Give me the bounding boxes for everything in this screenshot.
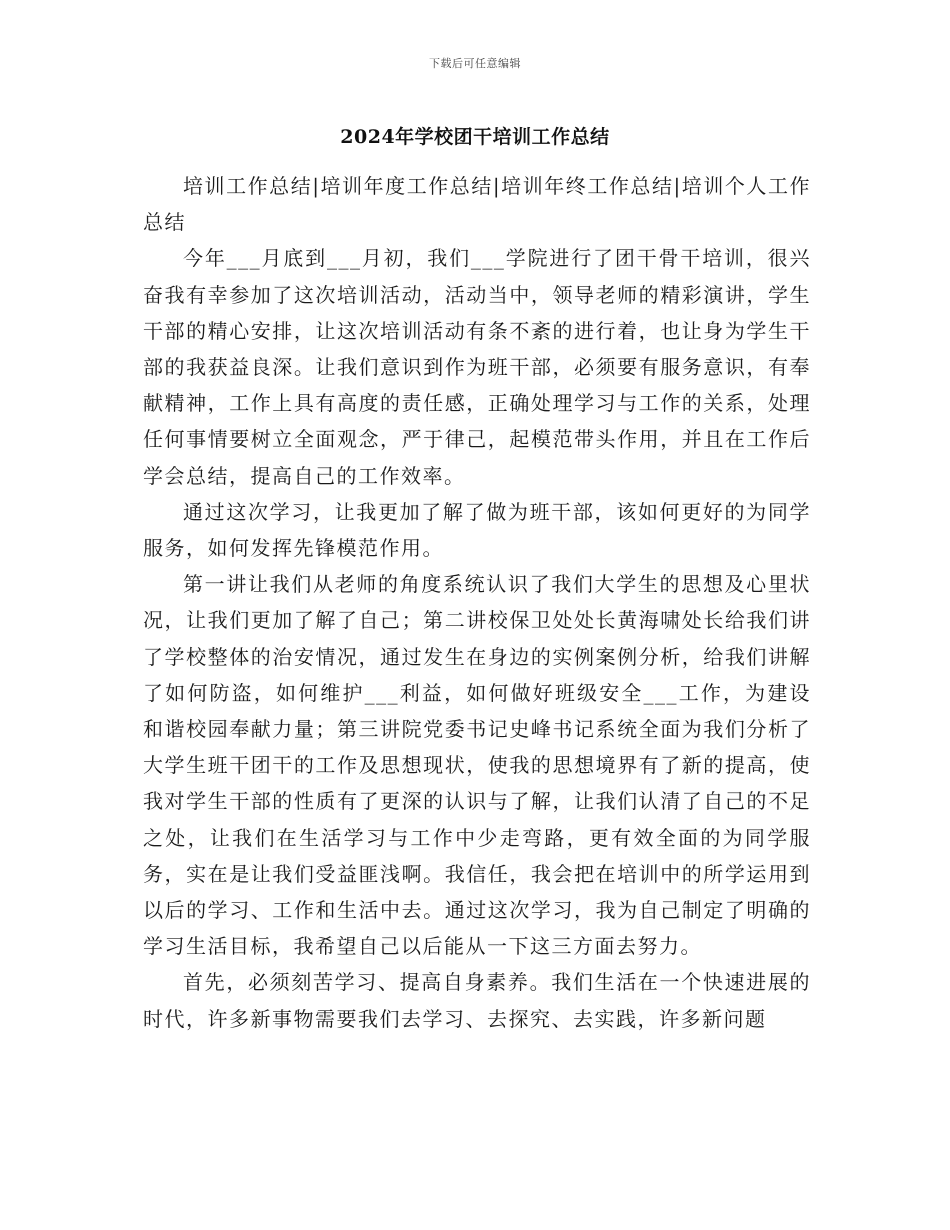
header-note: 下载后可任意编辑 [429, 57, 521, 70]
body-paragraph: 首先，必须刻苦学习、提高自身素养。我们生活在一个快速进展的时代，许多新事物需要我们去学习、去探究、去实践，许多新问题 [143, 970, 811, 1031]
body-paragraph: 通过这次学习，让我更加了解了做为班干部，该如何更好的为同学服务，如何发挥先锋模范作用。 [143, 499, 811, 561]
document-title: 2024年学校团干培训工作总结 [340, 126, 610, 148]
document-body [143, 168, 811, 1037]
body-paragraph: 今年___月底到___月初，我们___学院进行了团干骨干培训，很兴奋我有幸参加了这次培训活动，活动当中，领导老师的精彩演讲，学生干部的精心安排，让这次培训活动有条不紊的进行着，也让身为学生干部的我获益良深。让我们意识到作为班干部，必须要有服务意识，有奉献精神，工作上具有高度的责任感，正确处理学习与工作的关系，处理任何事情要树立全面观念，严于律己，起模范带头作用，并且在工作后学会总结，提高自己的工作效率。 [143, 246, 811, 488]
body-paragraph: 第一讲让我们从老师的角度系统认识了我们大学生的思想及心里状况，让我们更加了解了自己；第二讲校保卫处处长黄海啸处长给我们讲了学校整体的治安情况，通过发生在身边的实例案例分析，给我们讲解了如何防盗，如何维护___利益，如何做好班级安全___工作，为建设和谐校园奉献力量；第三讲院党委书记史峰书记系统全面为我们分析了大学生班干团干的工作及思想现状，使我的思想境界有了新的提高，使我对学生干部的性质有了更深的认识与了解，让我们认清了自己的不足之处，让我们在生活学习与工作中少走弯路，更有效全面的为同学服务，实在是让我们受益匪浅啊。我信任，我会把在培训中的所学运用到以后的学习、工作和生活中去。通过这次学习，我为自己制定了明确的学习生活目标，我希望自己以后能从一下这三方面去努力。 [143, 572, 811, 959]
keywords-paragraph: 培训工作总结|培训年度工作总结|培训年终工作总结|培训个人工作总结 [143, 174, 811, 235]
